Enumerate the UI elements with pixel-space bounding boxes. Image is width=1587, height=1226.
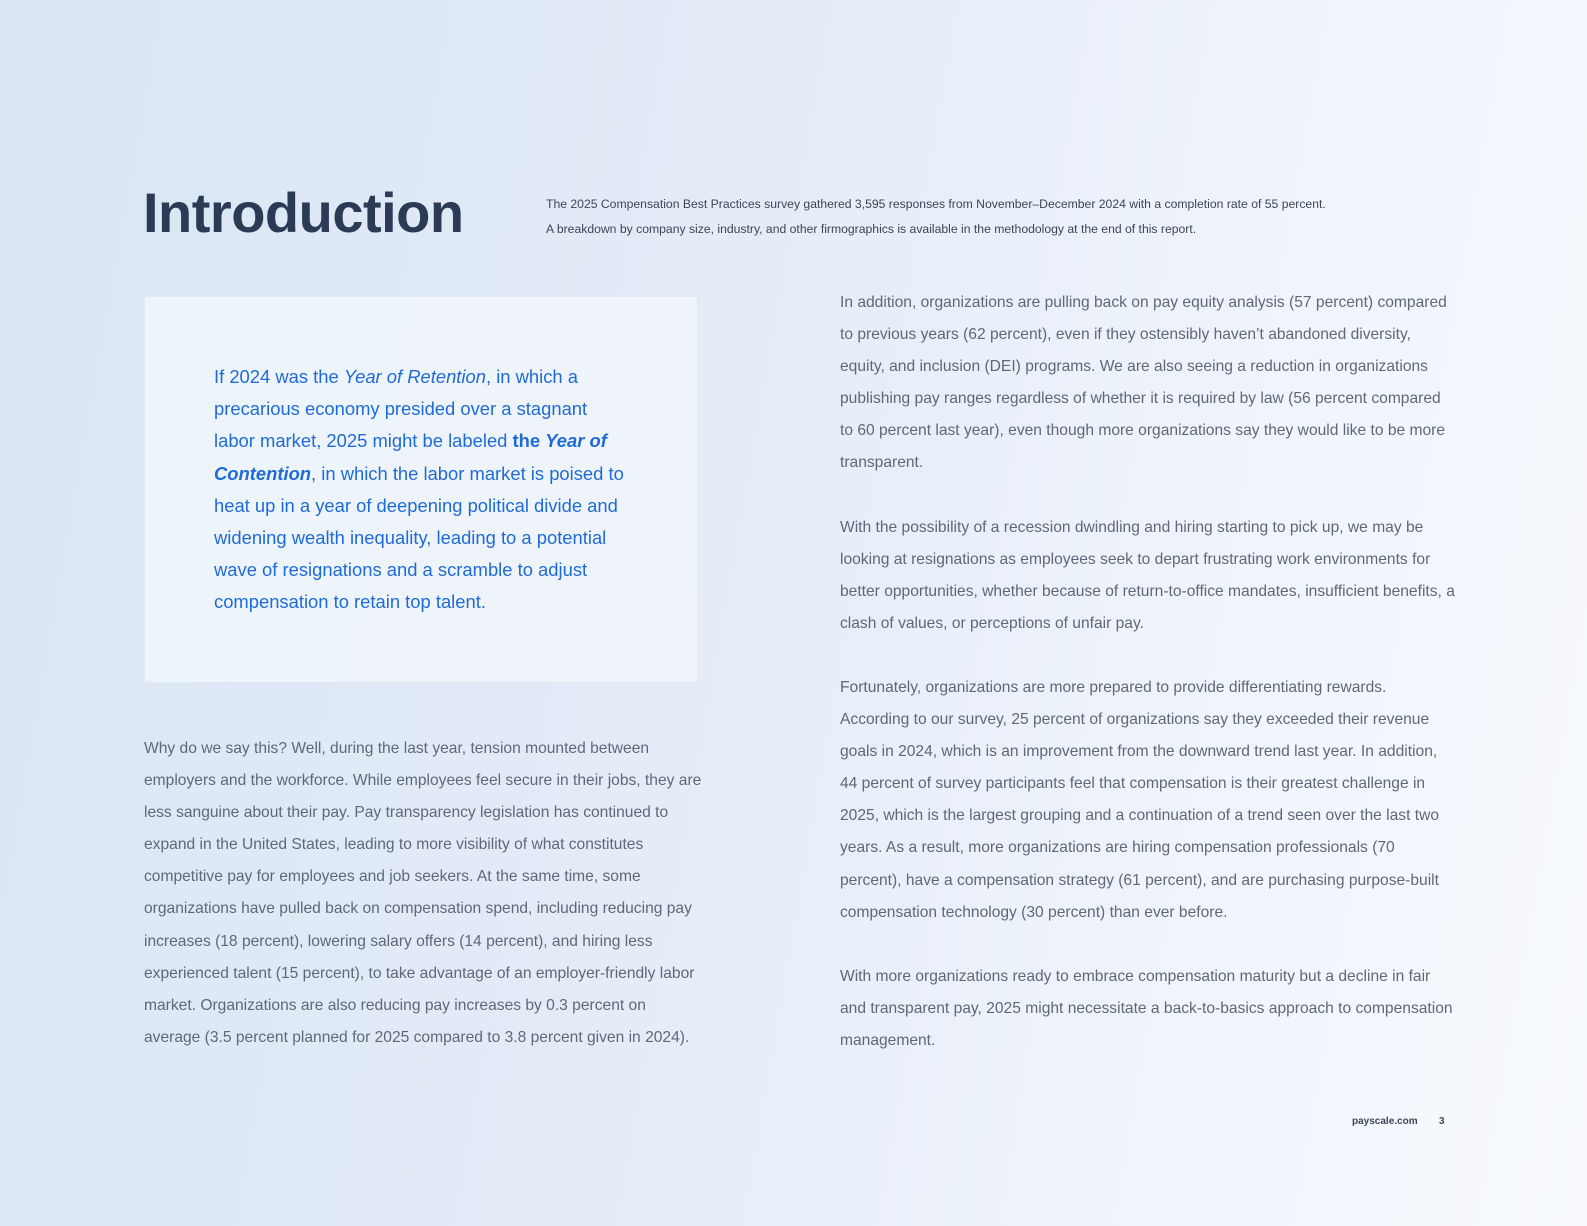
body-paragraph: Fortunately, organizations are more prepared to provide differentiating rewards. According to our survey, 25 percent of organizations say they exceeded their revenue goals in 2024, which is an improvement from the downward trend last year. In addition, 44 percent of survey participants feel that compensation is their greatest challenge in 2025, which is the largest grouping and a continuation of a trend seen over the last two years. As a result, more organizations are hiring compensation professionals (70 percent), have a compensation strategy (61 percent), and are purchasing purpose-built compensation technology (30 percent) than ever before. [840,678,1440,921]
pull-quote-emphasis: Year of Retention [343,366,486,387]
body-paragraph: Why do we say this? Well, during the last year, tension mounted between employers and the workforce. While employees feel secure in their jobs, they are less sanguine about their pay. Pay transparency legislation has continued to expand in the United States, leading to more visibility of what constitutes competitive pay for employees and job seekers. At the same time, some organizations have pulled back on compensation spend, including reducing pay increases (18 percent), lowering salary offers (14 percent), and hiring less experienced talent (15 percent), to take advantage of an employer-friendly labor market. Organizations are also reducing pay increases by 0.3 percent on average (3.5 percent planned for 2025 compared to 3.8 percent given in 2024). [144,740,702,1046]
pull-quote-box [144,296,698,683]
pull-quote-text: , in which a precarious economy presided over a stagnant labor market, 2025 might be labeled [214,366,588,452]
survey-summary [546,192,1486,242]
page-footer [1352,1116,1452,1127]
pull-quote-strong-emphasis: Year of Contention [214,430,607,484]
survey-summary-line: A breakdown by company size, industry, and other firmographics is available in the methodology at the end of this report. [546,222,1197,236]
body-paragraph: With the possibility of a recession dwindling and hiring starting to pick up, we may be looking at resignations as employees seek to depart frustrating work environments for better opportunities, whether because of return-to-office mandates, insufficient benefits, a clash of values, or perceptions of unfair pay. [840,518,1455,632]
body-paragraph: In addition, organizations are pulling back on pay equity analysis (57 percent) compared to previous years (62 percent), even if they ostensibly haven’t abandoned diversity, equity, and inclusion (DEI) programs. We are also seeing a reduction in organizations publishing pay ranges regardless of whether it is required by law (56 percent compared to 60 percent last year), even though more organizations say they would like to be more transparent. [840,294,1447,472]
pull-quote-text: If 2024 was the [214,366,344,387]
footer-site: payscale.com [1352,1116,1418,1127]
pull-quote-text: , in which the labor market is poised to heat up in a year of deepening political divide and widening wealth inequality, leading to a potential wave of resignations and a scramble to adjust compensation to retain top talent. [214,462,624,613]
left-column [144,733,704,1086]
pull-quote-strong-text: the [512,430,546,452]
page-number: 3 [1439,1116,1445,1127]
survey-summary-line: The 2025 Compensation Best Practices survey gathered 3,595 responses from November–December 2024 with a completion rate of 55 percent. [546,197,1326,211]
pull-quote [214,361,629,619]
body-paragraph: With more organizations ready to embrace compensation maturity but a decline in fair and transparent pay, 2025 might necessitate a back-to-basics approach to compensation management. [840,967,1453,1049]
right-column [840,287,1456,1089]
page-title: Introduction [143,181,464,244]
